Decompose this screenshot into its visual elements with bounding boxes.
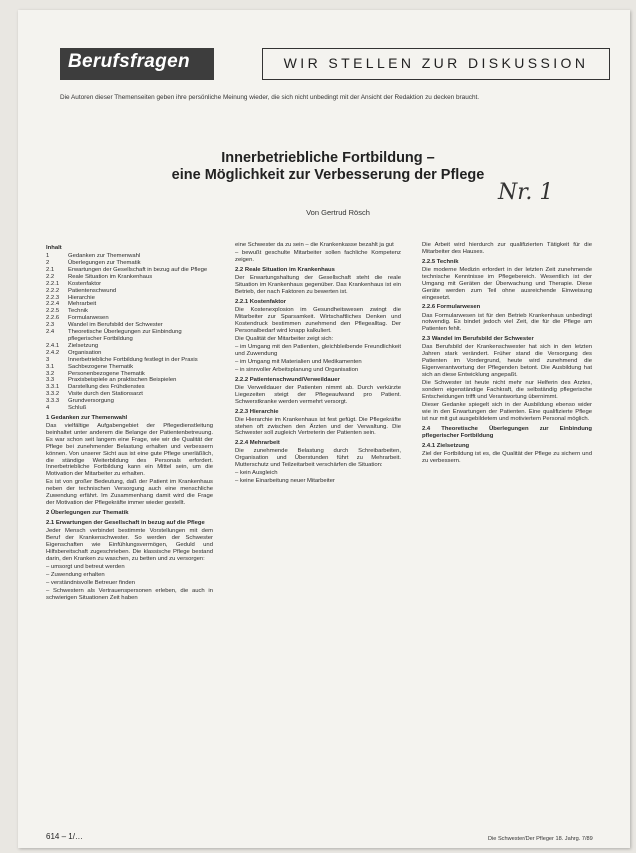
toc-number: 2.2.2 xyxy=(46,287,60,294)
title-line-1: Innerbetriebliche Fortbildung – xyxy=(221,150,435,166)
toc-text: Theoretische Überlegungen zur Einbindung pflegerischer Fortbildung xyxy=(68,329,182,342)
toc-text: Schluß xyxy=(68,405,87,412)
section-heading: 2.1 Erwartungen der Gesellschaft in bezug auf die Pflege xyxy=(46,520,205,526)
toc-entry xyxy=(46,260,213,267)
paragraph: Ziel der Fortbildung ist es, die Qualität der Pflege zu sichern und zu verbessern. xyxy=(422,450,592,464)
paragraph: Die Qualität der Mitarbeiter zeigt sich: xyxy=(235,335,334,342)
toc-entry xyxy=(46,281,213,288)
journal-footer: Die Schwester/Der Pfleger 18. Jahrg. 7/89 xyxy=(488,836,593,842)
handwritten-note: Nr. 1 xyxy=(498,180,554,205)
paragraph: Die Hierarchie im Krankenhaus ist fest gefügt. Die Pflegekräfte stehen oft zwischen den Ärzten und der Verwaltung. Die Schwester soll zugleich Vertreterin der Patienten sein. xyxy=(235,416,401,437)
column-3 xyxy=(422,242,592,466)
document-page xyxy=(18,10,630,848)
paragraph: eine Schwester da zu sein – die Krankenkasse bezahlt ja gut xyxy=(235,242,394,248)
toc-text: Innerbetriebliche Fortbildung festlegt in der Praxis xyxy=(68,356,198,363)
toc-text: Zielsetzung xyxy=(68,342,99,349)
paragraph: Dieser Gedanke spiegelt sich in der Ausbildung ebenso wider wie in den Erwartungen der Patienten. Eine qualifizierte Pflege ist nur mit gut ausgebildetem und motiviertem Personal möglich. xyxy=(422,401,592,422)
paragraph: Die Verweildauer der Patienten nimmt ab. Durch verkürzte Liegezeiten steigt der Pflegeaufwand pro Patient. Schwerstkranke werden vermehrt versorgt. xyxy=(235,384,401,405)
column-1-body xyxy=(46,415,213,602)
paragraph: – bewußt geschulte Mitarbeiter sollen fachliche Kompetenz zeigen. xyxy=(235,250,401,263)
toc-text: Sachbezogene Thematik xyxy=(68,363,134,370)
toc-number: 3.3.3 xyxy=(46,398,60,405)
toc-number: 3.3.2 xyxy=(46,391,60,398)
section-heading: 2.2.4 Mehrarbeit xyxy=(235,440,280,447)
toc-number: 3.1 xyxy=(46,363,55,370)
toc-text: Hierarchie xyxy=(68,294,95,301)
toc-number: 2.3 xyxy=(46,322,55,329)
toc-entry xyxy=(46,329,213,343)
paragraph: Die Kostenexplosion im Gesundheitswesen zwingt die Mitarbeiter zur Sparsamkeit. Wirtschaftliches Denken und Kostendruck bestimmen zunehmend den Pflegealltag. Der Personalbedarf wird knapp kalkuliert. xyxy=(235,306,401,334)
paragraph: Das Berufsbild der Krankenschwester hat sich in den letzten Jahren stark verändert. Früher stand die Versorgung des Patienten im Vordergrund, heute wird zunehmend die Eigenverantwortung der Pflegenden betont. Die Ausbildung hat sich an diese Entwicklung angepaßt. xyxy=(422,344,592,378)
toc-number: 1 xyxy=(46,253,50,260)
paragraph: Das Formularwesen ist für den Betrieb Krankenhaus unbedingt notwendig. Es bindet jedoch viel Zeit, die für die Pflege am Patienten fehlt. xyxy=(422,312,592,333)
toc-text: Praxisbeispiele an praktischen Beispielen xyxy=(68,377,177,384)
section-label-box xyxy=(60,48,214,80)
toc-entry xyxy=(46,343,213,350)
article-title xyxy=(138,150,518,184)
toc-number: 2.2.6 xyxy=(46,315,60,322)
section-heading: 2.2.6 Formularwesen xyxy=(422,304,481,311)
toc-entry xyxy=(46,364,213,371)
toc-entry xyxy=(46,405,213,412)
toc-entry xyxy=(46,315,213,322)
paragraph: – im Umgang mit den Patienten, gleichbleibende Freundlichkeit und Zuwendung xyxy=(235,343,401,357)
column-1 xyxy=(46,242,213,603)
title-line-2: eine Möglichkeit zur Verbesserung der Pflege xyxy=(171,167,485,183)
toc-text: Visite durch den Stationsarzt xyxy=(68,391,143,398)
table-of-contents xyxy=(46,253,213,412)
banner-box xyxy=(262,48,610,80)
toc-text: Überlegungen zur Thematik xyxy=(68,260,141,266)
toc-entry xyxy=(46,301,213,308)
toc-number: 4 xyxy=(46,405,50,412)
toc-text: Erwartungen der Gesellschaft in bezug auf die Pflege xyxy=(68,266,208,273)
paragraph: Jeder Mensch verbindet bestimmte Vorstellungen mit dem Beruf der Krankenschwester. So werden der Schwester Eigenschaften wie Einfühlungsvermögen, Geduld und Hilfsbereitschaft zugeschrieben. Die klassische Pflege bestand darin, den Kranken zu waschen, zu betten und zu versorgen: xyxy=(46,528,213,562)
toc-text: Formularwesen xyxy=(68,315,109,322)
toc-number: 2.4.1 xyxy=(46,342,60,349)
section-heading: 2.2.1 Kostenfaktor xyxy=(235,298,287,305)
toc-number: 2.4.2 xyxy=(46,349,60,356)
intro-note: Die Autoren dieser Themenseiten geben ihre persönliche Meinung wieder, die sich nicht unbedingt mit der Ansicht der Redaktion zu decken braucht. xyxy=(60,94,480,101)
toc-number: 2.2.3 xyxy=(46,294,60,301)
paragraph: Die moderne Medizin erfordert in der letzten Zeit zunehmende technische Kenntnisse im Pflegebereich. Wesentlich ist der Umgang mit Geräten der Überwachung und Therapie. Diese Geräte werden zum Teil ohne ausreichende Einweisung eingesetzt. xyxy=(422,266,592,301)
toc-entry xyxy=(46,274,213,281)
paragraph: – umsorgt und betreut werden xyxy=(46,563,125,570)
section-heading: 2.4.1 Zielsetzung xyxy=(422,442,470,449)
toc-text: Gedanken zur Themenwahl xyxy=(68,253,141,260)
toc-number: 3 xyxy=(46,356,50,363)
paragraph: – im Umgang mit Materialien und Medikamenten xyxy=(235,358,362,365)
section-heading: 2.2.5 Technik xyxy=(422,258,459,265)
toc-number: 2 xyxy=(46,260,50,266)
paragraph: – Schwestern als Vertrauenspersonen erleben, die auch in schwierigen Situationen Zeit haben xyxy=(46,588,213,601)
toc-number: 2.2 xyxy=(46,273,55,280)
section-heading: 2.2 Reale Situation im Krankenhaus xyxy=(235,266,335,273)
paragraph: – kein Ausgleich xyxy=(235,470,278,477)
toc-number: 3.2 xyxy=(46,370,55,377)
toc-number: 3.3.1 xyxy=(46,384,60,391)
toc-number: 2.2.5 xyxy=(46,308,60,315)
toc-text: Wandel im Berufsbild der Schwester xyxy=(68,322,163,329)
toc-number: 2.2.1 xyxy=(46,280,60,287)
toc-entry xyxy=(46,357,213,364)
toc-entry xyxy=(46,295,213,302)
toc-heading: Inhalt xyxy=(46,245,62,251)
paragraph: – in sinnvoller Arbeitsplanung und Organisation xyxy=(235,366,359,373)
toc-entry xyxy=(46,288,213,295)
toc-number: 2.1 xyxy=(46,266,55,273)
paragraph: Die Schwester ist heute nicht mehr nur Helferin des Arztes, sondern eigenständige Fachkraft, die selbständig pflegerische Entscheidungen trifft und Verantwortung übernimmt. xyxy=(422,380,592,400)
paragraph: Die zunehmende Belastung durch Schreibarbeiten, Organisation und Überstunden führt zu Mehrarbeit. Mutterschutz und Teilzeitarbeit verschärfen die Situation: xyxy=(235,448,401,469)
toc-text: Reale Situation im Krankenhaus xyxy=(68,273,153,280)
toc-text: Grundversorgung xyxy=(68,398,114,405)
toc-text: Kostenfaktor xyxy=(68,280,102,287)
paragraph: – Zuwendung erhalten xyxy=(46,571,105,578)
page-number: 614 – 1/… xyxy=(46,832,83,841)
toc-text: Mehrarbeit xyxy=(68,301,97,308)
paragraph: Es ist von großer Bedeutung, daß der Patient im Krankenhaus neben der technischen Versorgung auch eine menschliche Zuwendung erfährt. Im Zusammenhang damit wird die Frage der Motivation der Pflegekräfte immer wieder gestellt. xyxy=(46,479,213,507)
toc-text: Technik xyxy=(68,308,88,315)
paragraph: Der Erwartungshaltung der Gesellschaft steht die reale Situation im Krankenhaus gegenüber. Das Krankenhaus ist ein Betrieb, der nach Faktoren zu bewerten ist. xyxy=(235,275,401,295)
toc-text: Patientenschwund xyxy=(68,287,117,294)
toc-number: 2.2.4 xyxy=(46,301,60,308)
section-heading: 2 Überlegungen zur Thematik xyxy=(46,510,129,517)
toc-entry xyxy=(46,308,213,315)
section-heading: 2.2.3 Hierarchie xyxy=(235,408,279,415)
toc-entry xyxy=(46,391,213,398)
toc-number: 2.4 xyxy=(46,329,55,336)
toc-entry xyxy=(46,350,213,357)
section-heading: 2.2.2 Patientenschwund/Verweildauer xyxy=(235,376,340,383)
paragraph: – keine Einarbeitung neuer Mitarbeiter xyxy=(235,478,335,485)
section-heading: 2.3 Wandel im Berufsbild der Schwester xyxy=(422,336,534,343)
paragraph: – verständnisvolle Betreuer finden xyxy=(46,580,136,586)
toc-text: Organisation xyxy=(68,349,102,356)
section-heading: 1 Gedanken zur Themenwahl xyxy=(46,414,128,421)
banner-text: WIR STELLEN ZUR DISKUSSION xyxy=(283,55,589,71)
toc-entry xyxy=(46,253,213,260)
toc-text: Darstellung des Frühdienstes xyxy=(68,384,145,391)
paragraph: Das vielfältige Aufgabengebiet der Pflegedienstleitung beinhaltet unter anderem die Belange der Patientenbetreuung. Es war schon seit langem eine Frage, wie wir die Qualität der Pflege bei zunehmender Belastung erhalten und verbessern können. Von unserer Sicht aus ist eine gute Pflege unerläßlich, die ständige Weiterbildung des Personals erfordert. Innerbetriebliche Fortbildung kann ein Mittel sein, um die Motivation der Mitarbeiter zu erhalten. xyxy=(46,423,213,478)
toc-entry xyxy=(46,377,213,384)
toc-text: Personenbezogene Thematik xyxy=(68,370,145,377)
section-heading: 2.4 Theoretische Überlegungen zur Einbindung pflegerischer Fortbildung xyxy=(422,425,592,439)
toc-entry xyxy=(46,398,213,405)
paragraph: Die Arbeit wird hierdurch zur qualifizierten Tätigkeit für die Mitarbeiter des Hauses. xyxy=(422,242,592,255)
column-2 xyxy=(235,242,401,487)
toc-entry xyxy=(46,371,213,378)
toc-number: 3.3 xyxy=(46,377,55,384)
toc-entry xyxy=(46,267,213,274)
toc-entry xyxy=(46,384,213,391)
section-label: Berufsfragen xyxy=(68,51,190,72)
author-line: Von Gertrud Rösch xyxy=(306,208,370,217)
